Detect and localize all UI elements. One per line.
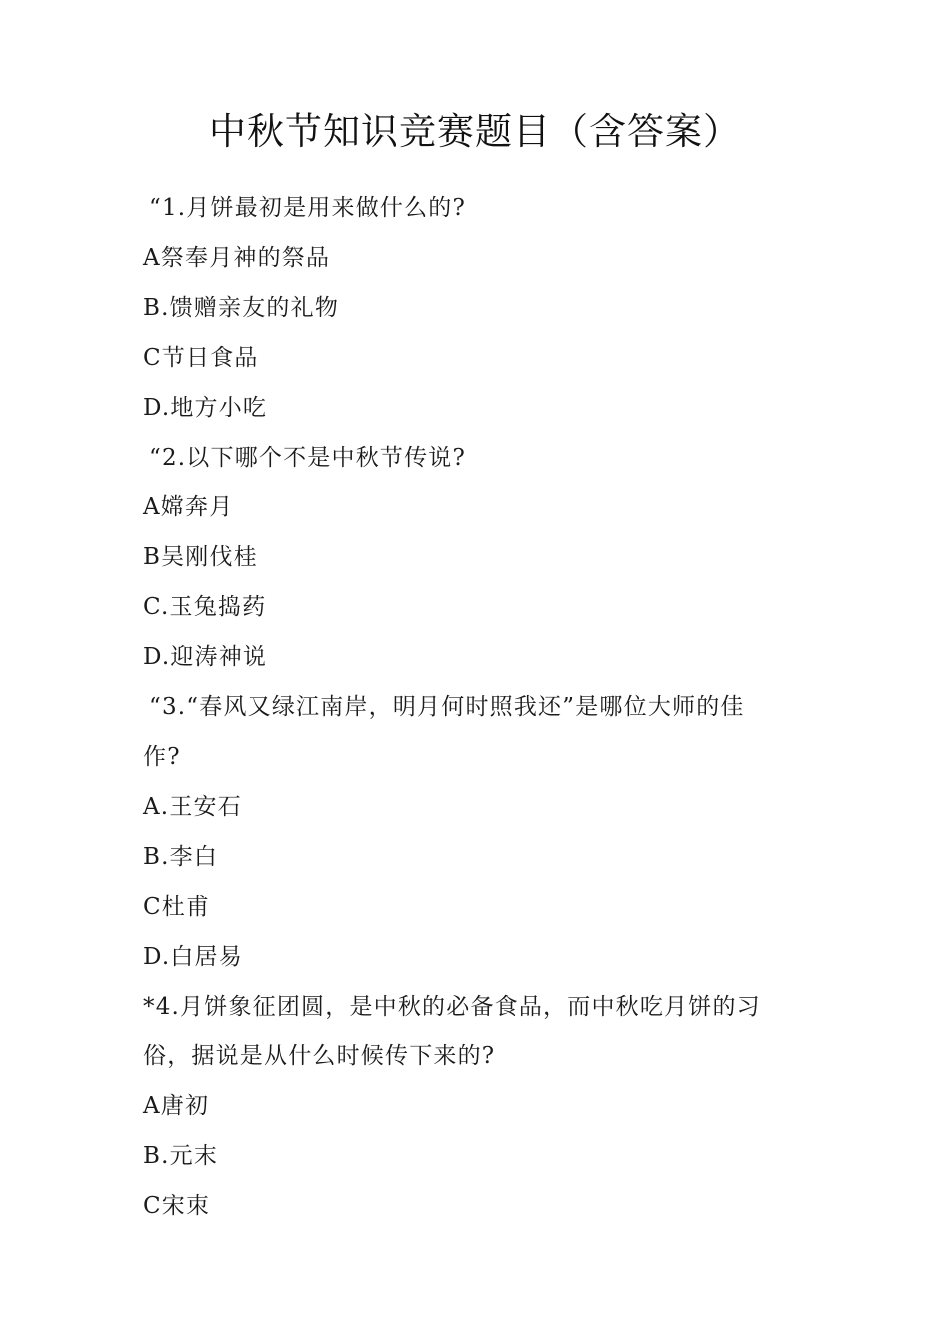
- question-3-text-line-1: “3.“春风又绿江南岸，明月何时照我还”是哪位大师的佳: [149, 694, 745, 721]
- question-4-option-c: C宋朿: [143, 1193, 211, 1220]
- quiz-body: [143, 184, 815, 1232]
- question-1-option-b: B.馈赠亲友的礼物: [143, 294, 340, 321]
- question-4-text-line-2: 俗，据说是从什么时候传下来的?: [143, 1043, 496, 1070]
- question-2-option-c: C.玉兔捣药: [143, 594, 267, 621]
- question-2-option-d: D.迎涛神说: [143, 644, 268, 671]
- question-1-option-d: D.地方小吃: [143, 394, 268, 421]
- question-4-text-line-1: *4.月饼象征团圆，是中秋的必备食品，而中秋吃月饼的习: [143, 993, 761, 1020]
- question-2-option-a: A嫦奔月: [143, 494, 234, 521]
- question-1-text: “1.月饼最初是用来做什么的?: [149, 195, 467, 221]
- question-3-text-line-2: 作?: [143, 743, 181, 770]
- question-2-text: “2.以下哪个不是中秋节传说?: [149, 444, 467, 471]
- question-4-option-b: B.元末: [143, 1143, 219, 1170]
- question-3-option-c: C杜甫: [143, 893, 211, 920]
- question-3-option-d: D.白居易: [143, 943, 243, 970]
- question-2-option-b: B吴刚伐桂: [143, 544, 258, 571]
- question-4-option-a: A唐初: [143, 1093, 210, 1120]
- question-1-option-a: A祭奉月神的祭品: [143, 244, 331, 271]
- question-3-option-a: A.王安石: [143, 793, 242, 820]
- question-1-option-c: C节日食品: [143, 344, 259, 371]
- question-3-option-b: B.李白: [143, 843, 219, 870]
- document-title: 中秋节知识竞赛题目（含答案）: [209, 110, 741, 153]
